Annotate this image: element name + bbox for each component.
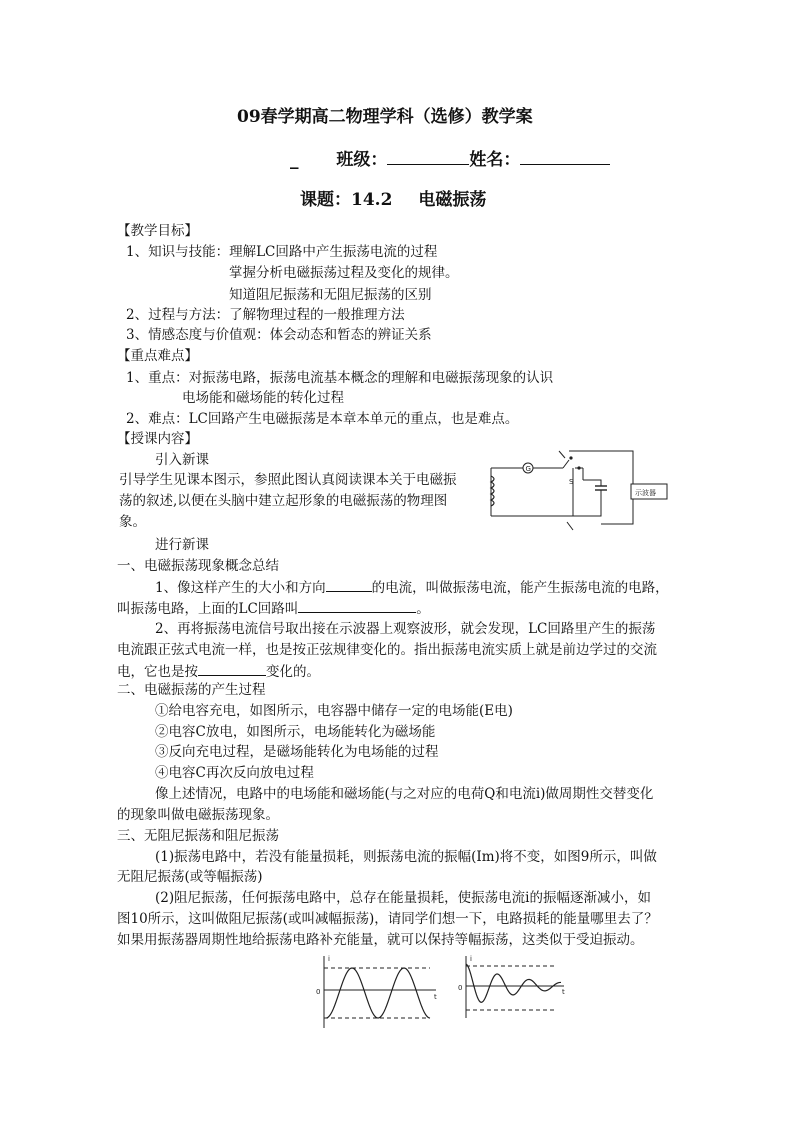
intro-line-3: 象。 — [119, 514, 146, 530]
switch-label: S — [569, 478, 574, 486]
undamped-text: (1)振荡电路中，若没有能量损耗，则振荡电流的振幅(Im)将不变，如图9所示，叫做 — [155, 849, 657, 865]
name-label: 姓名： — [469, 150, 521, 170]
section-1-p1 — [155, 577, 669, 598]
new-lesson-title: 进行新课 — [155, 537, 209, 553]
graph2-axis-t: t — [562, 988, 565, 996]
s1-p2-text-d: 变化的。 — [266, 664, 320, 680]
name-blank — [520, 150, 610, 165]
keypoint-difficulty: 2、难点：LC回路产生电磁振荡是本章本单元的重点，也是难点。 — [126, 411, 519, 427]
damped-wave — [466, 964, 561, 1002]
meter-label: G — [525, 465, 531, 473]
lc-circuit-diagram — [483, 446, 675, 538]
damped-text-3: 如果用振荡器周期性地给振荡电路补充能量，就可以保持等幅振荡，这类似于受迫振动。 — [117, 932, 644, 948]
objectives-heading: 【教学目标】 — [117, 223, 198, 239]
process-step-4: ④电容C再次反向放电过程 — [155, 765, 314, 781]
graph1-origin: 0 — [316, 988, 321, 996]
process-step-1: ①给电容充电，如图所示，电容器中储存一定的电场能(E电) — [155, 703, 513, 719]
intro-title: 引入新课 — [155, 452, 209, 468]
graph1-axis-t: t — [434, 993, 437, 1001]
section-1-p2-line3 — [117, 661, 320, 682]
process-step-3: ③反向充电过程，是磁场能转化为电场能的过程 — [155, 744, 439, 760]
blank-1 — [326, 577, 372, 592]
switch-contact-icon — [569, 456, 572, 459]
objective-process: 2、过程与方法：了解物理过程的一般推理方法 — [126, 307, 405, 323]
section-1-p1-cont — [117, 598, 430, 619]
section-1-p2-line2: 电流跟正弦式电流一样，也是按正弦规律变化的。指出振荡电流实质上就是前边学过的交流 — [117, 642, 657, 658]
page-title: 09春学期高二物理学科（选修）教学案 — [237, 107, 533, 127]
damped-text: (2)阻尼振荡，任何振荡电路中，总存在能量损耗，使振荡电流i的振幅逐渐减小，如 — [155, 890, 651, 906]
objective-knowledge: 1、知识与技能：理解LC回路中产生振荡电流的过程 — [126, 244, 438, 260]
blank-3 — [198, 661, 266, 676]
class-blank — [387, 150, 469, 165]
damped-text-2: 图10所示，这叫做阻尼振荡(或叫减幅振荡)，请同学们想一下，电路损耗的能量哪里去了？ — [117, 911, 658, 927]
keypoint-focus: 1、重点：对振荡电路，振荡电流基本概念的理解和电磁振荡现象的认识 — [126, 370, 554, 386]
section-1-p2: 2、再将振荡电流信号取出接在示波器上观察波形，就会发现，LC回路里产生的振荡 — [155, 621, 656, 637]
s1-p1-text-b: 的电流，叫做振荡电流，能产生振荡电流的电路， — [371, 580, 669, 596]
oscilloscope-label: 示波器 — [635, 489, 656, 497]
blank-2 — [298, 598, 416, 613]
header-dash: _ — [290, 150, 299, 170]
graph1-axis-i: i — [328, 955, 330, 963]
process-summary-2: 的现象叫做电磁振荡现象。 — [117, 807, 279, 823]
s1-p1-text-a: 1、像这样产生的大小和方向 — [155, 580, 326, 596]
s1-p1-text-d: 。 — [416, 601, 430, 617]
objective-values: 3、情感态度与价值观：体会动态和暂态的辨证关系 — [126, 327, 432, 343]
content-heading: 【授课内容】 — [117, 431, 198, 447]
undamped-text-2: 无阻尼振荡(或等幅振荡) — [117, 869, 263, 885]
undamped-oscillation-graph — [312, 952, 442, 1032]
s1-p1-text-c: 叫振荡电路，上面的LC回路叫 — [117, 601, 299, 617]
graph2-origin: 0 — [458, 984, 463, 992]
switch-contact-icon — [577, 466, 580, 469]
section-1-title: 一、电磁振荡现象概念总结 — [117, 558, 279, 574]
undamped-wave — [326, 968, 430, 1018]
topic-label: 课题：14.2 — [300, 190, 393, 210]
process-step-2: ②电容C放电，如图所示，电场能转化为磁场能 — [155, 724, 436, 740]
process-summary: 像上述情况，电路中的电场能和磁场能(与之对应的电荷Q和电流i)做周期性交替变化 — [155, 786, 654, 802]
section-2-title: 二、电磁振荡的产生过程 — [117, 682, 266, 698]
class-label: 班级： — [336, 150, 388, 170]
topic-name: 电磁振荡 — [418, 190, 487, 210]
section-3-title: 三、无阻尼振荡和阻尼振荡 — [117, 828, 279, 844]
keypoints-heading: 【重点难点】 — [117, 348, 198, 364]
topic-line — [300, 190, 486, 210]
damped-oscillation-graph — [456, 952, 571, 1032]
intro-line-1: 引导学生见课本图示，参照此图认真阅读课本关于电磁振 — [119, 472, 457, 488]
intro-line-2: 荡的叙述,以便在头脑中建立起形象的电磁振荡的物理图 — [119, 493, 448, 509]
student-info — [290, 150, 610, 170]
objective-knowledge-3: 知道阻尼振荡和无阻尼振荡的区别 — [229, 287, 432, 303]
objective-knowledge-2: 掌握分析电磁振荡过程及变化的规律。 — [229, 265, 459, 281]
graph2-axis-i: i — [470, 955, 472, 963]
keypoint-focus-2: 电场能和磁场能的转化过程 — [182, 390, 344, 406]
s1-p2-text-c: 电，它也是按 — [117, 664, 198, 680]
